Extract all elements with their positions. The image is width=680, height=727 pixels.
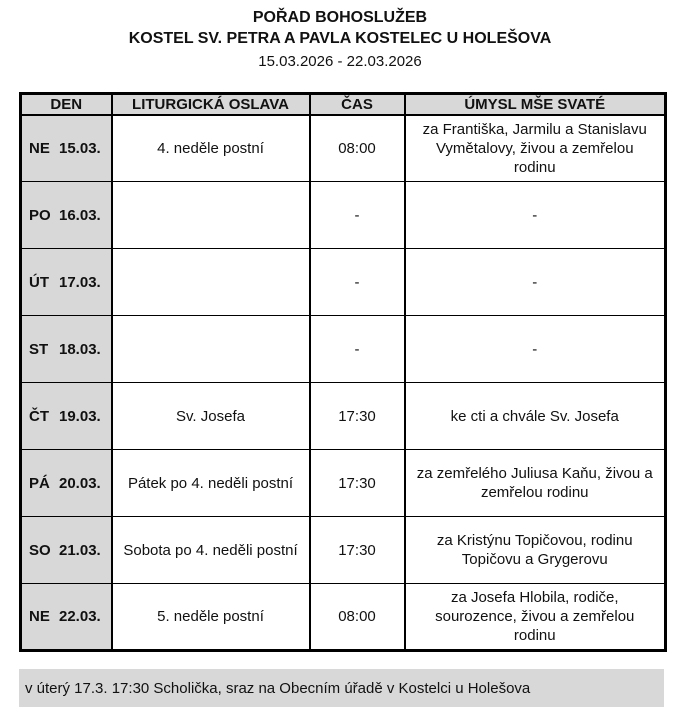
day-abbr: ÚT — [29, 273, 49, 291]
schedule-body — [21, 115, 666, 651]
intention-cell: za Josefa Hlobila, rodiče, sourozence, živou a zemřelou rodinu — [405, 584, 666, 651]
schedule-row — [21, 249, 666, 316]
day-abbr: ST — [29, 340, 49, 358]
intention-cell: za zemřelého Juliusa Kaňu, živou a zemřelou rodinu — [405, 450, 666, 517]
celebration-cell — [112, 182, 310, 249]
time-cell: - — [310, 182, 405, 249]
schedule-row — [21, 584, 666, 651]
schedule-row — [21, 450, 666, 517]
intention-cell: ke cti a chvále Sv. Josefa — [405, 383, 666, 450]
time-cell: 17:30 — [310, 517, 405, 584]
day-cell — [21, 517, 112, 584]
note-bar — [19, 669, 664, 707]
celebration-cell: Sv. Josefa — [112, 383, 310, 450]
time-cell: - — [310, 316, 405, 383]
column-header-den: DEN — [21, 94, 112, 115]
day-abbr: NE — [29, 608, 50, 625]
intention-cell: za Kristýnu Topičovou, rodinu Topičovu a Grygerovu — [405, 517, 666, 584]
time-cell: 08:00 — [310, 115, 405, 182]
day-abbr: PÁ — [29, 474, 50, 492]
time-cell: - — [310, 249, 405, 316]
date-range: 15.03.2026 - 22.03.2026 — [258, 53, 422, 70]
celebration-cell: 4. neděle postní — [112, 115, 310, 182]
day-abbr: SO — [29, 541, 51, 559]
celebration-cell: Pátek po 4. neděli postní — [112, 450, 310, 517]
column-header-cas: ČAS — [310, 94, 405, 115]
title-block — [0, 7, 680, 72]
schedule-table — [19, 92, 667, 652]
intention-cell: za Františka, Jarmilu a Stanislavu Vymětalovy, živou a zemřelou rodinu — [405, 115, 666, 182]
time-cell: 17:30 — [310, 450, 405, 517]
note-text: v úterý 17.3. 17:30 Scholička, sraz na Obecním úřadě v Kostelci u Holešova — [25, 679, 531, 697]
day-cell — [21, 249, 112, 316]
intention-cell: - — [405, 182, 666, 249]
schedule-row — [21, 316, 666, 383]
day-cell — [21, 182, 112, 249]
celebration-cell — [112, 316, 310, 383]
page-subtitle: KOSTEL SV. PETRA A PAVLA KOSTELEC U HOLEŠOVA — [128, 30, 552, 47]
day-cell — [21, 115, 112, 182]
page-title: POŘAD BOHOSLUŽEB — [252, 9, 428, 26]
day-date: 19.03. — [59, 407, 101, 425]
schedule-row — [21, 517, 666, 584]
day-date: 21.03. — [59, 541, 101, 559]
schedule-row — [21, 383, 666, 450]
celebration-cell — [112, 249, 310, 316]
day-cell — [21, 450, 112, 517]
day-date: 16.03. — [59, 206, 101, 224]
day-cell — [21, 383, 112, 450]
day-date: 18.03. — [59, 340, 101, 358]
schedule-row — [21, 115, 666, 182]
day-date: 22.03. — [59, 608, 101, 625]
day-abbr: NE — [29, 139, 50, 157]
schedule-row — [21, 182, 666, 249]
day-cell — [21, 316, 112, 383]
celebration-cell: 5. neděle postní — [112, 584, 310, 651]
table-header-row — [21, 94, 666, 115]
day-date: 20.03. — [59, 474, 101, 492]
intention-cell: - — [405, 316, 666, 383]
day-abbr: ČT — [29, 407, 49, 425]
time-cell: 08:00 — [310, 584, 405, 651]
column-header-umysl-mse-svate: ÚMYSL MŠE SVATÉ — [405, 94, 666, 115]
time-cell: 17:30 — [310, 383, 405, 450]
intention-cell: - — [405, 249, 666, 316]
day-date: 17.03. — [59, 273, 101, 291]
column-header-liturgicka-oslava: LITURGICKÁ OSLAVA — [112, 94, 310, 115]
day-abbr: PO — [29, 206, 51, 224]
day-date: 15.03. — [59, 139, 101, 157]
celebration-cell: Sobota po 4. neděli postní — [112, 517, 310, 584]
day-cell — [21, 584, 112, 651]
